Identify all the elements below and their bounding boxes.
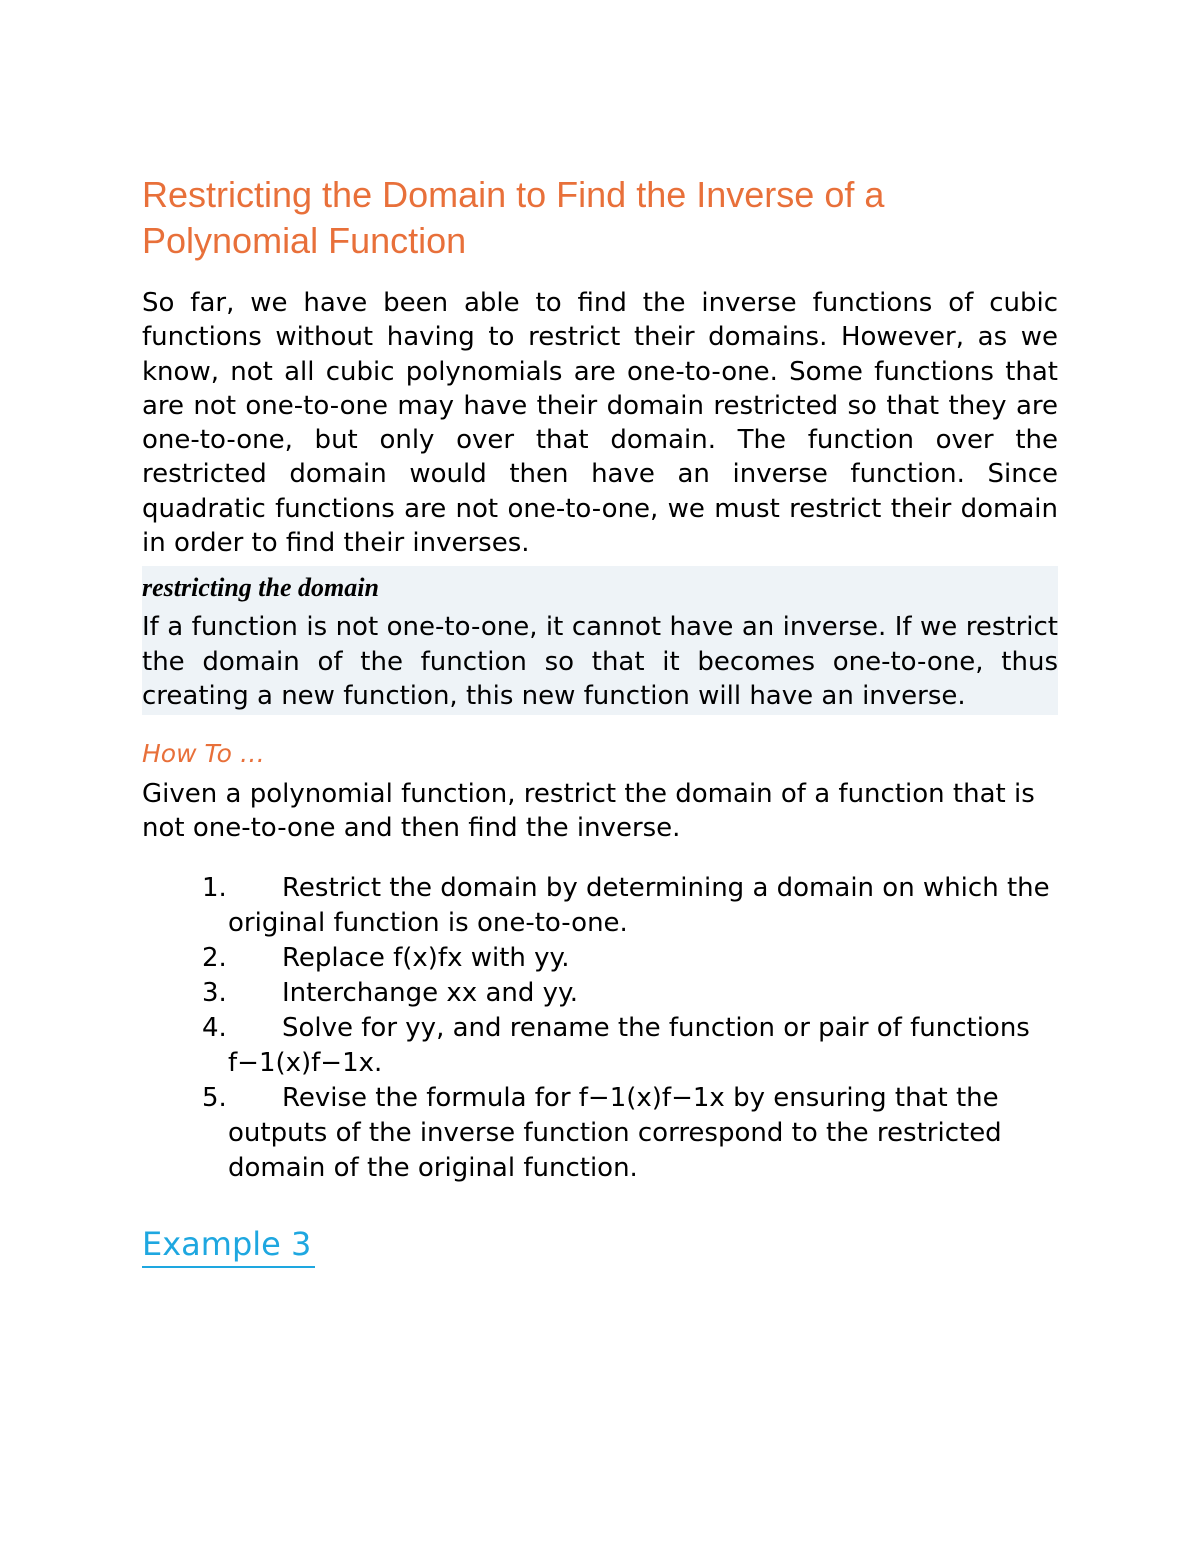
list-item xyxy=(142,871,1058,941)
step-number: 1. xyxy=(202,873,227,904)
page-title: Restricting the Domain to Find the Inverse of a Polynomial Function xyxy=(142,174,885,261)
step-text: Solve for yy, and rename the function or pair of functions f−1(x)f−1x. xyxy=(228,1013,1030,1079)
intro-paragraph: So far, we have been able to find the inverse functions of cubic functions without having to restrict their domains. However, as we know, not all cubic polynomials are one-to-one. Some functions that are not one-to-one may have their domain restricted so that they are one-to-one, but only over that domain. The function over the restricted domain would then have an inverse function. Since quadratic functions are not one-to-one, we must restrict their domain in order to find their inverses. xyxy=(142,288,1058,559)
callout-heading: restricting the domain xyxy=(142,573,379,603)
how-to-intro: Given a polynomial function, restrict the domain of a function that is not one-to-one and then find the inverse. xyxy=(142,779,1035,844)
example-3-link[interactable]: Example 3 xyxy=(142,1224,315,1268)
how-to-heading: How To … xyxy=(142,739,265,769)
step-number: 4. xyxy=(202,1013,227,1044)
list-item xyxy=(142,1081,1058,1186)
step-text: Replace f(x)fx with yy. xyxy=(282,943,570,974)
step-number: 3. xyxy=(202,978,227,1009)
step-number: 2. xyxy=(202,943,227,974)
list-item xyxy=(142,976,1058,1011)
callout-text: If a function is not one-to-one, it cannot have an inverse. If we restrict the domain of the function so that it becomes one-to-one, thus creating a new function, this new function will have an inverse. xyxy=(142,612,1058,711)
step-text: Revise the formula for f−1(x)f−1x by ensuring that the outputs of the inverse function correspond to the restricted domain of the original function. xyxy=(228,1083,1002,1184)
definition-callout xyxy=(142,566,1058,715)
step-text: Interchange xx and yy. xyxy=(282,978,578,1009)
document-page xyxy=(142,172,1058,1268)
step-text: Restrict the domain by determining a domain on which the original function is one-to-one. xyxy=(228,873,1050,939)
steps-list xyxy=(142,871,1058,1186)
list-item xyxy=(142,1011,1058,1081)
step-number: 5. xyxy=(202,1083,227,1114)
list-item xyxy=(142,941,1058,976)
